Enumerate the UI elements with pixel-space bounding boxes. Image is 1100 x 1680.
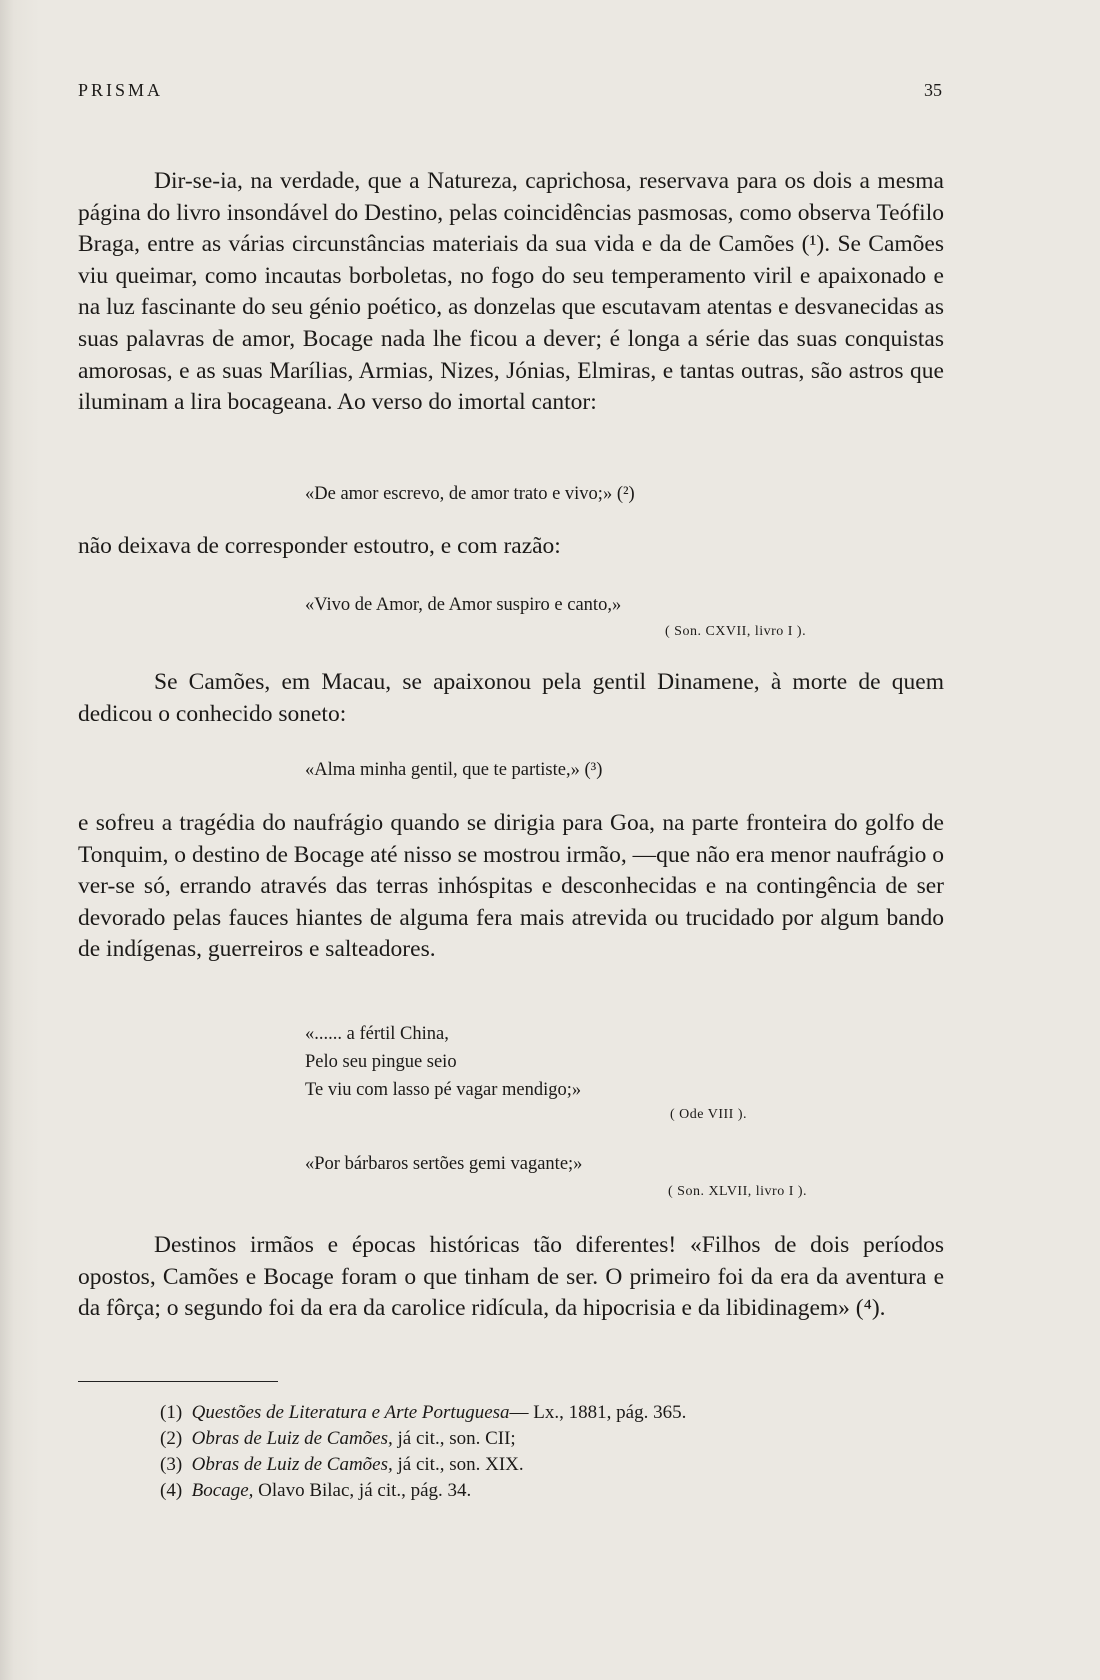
quote-1: «De amor escrevo, de amor trato e vivo;» (²) bbox=[305, 484, 635, 504]
quote-3: «Alma minha gentil, que te partiste,» (³) bbox=[305, 760, 603, 780]
quote-2: «Vivo de Amor, de Amor suspiro e canto,» bbox=[305, 595, 622, 615]
page-number: 35 bbox=[924, 80, 942, 100]
quote-2-reference: ( Son. CXVII, livro I ). bbox=[665, 624, 807, 639]
footnote-title: Questões de Literatura e Arte Portuguesa bbox=[191, 1402, 510, 1423]
running-head bbox=[78, 80, 942, 101]
footnote-detail: Olavo Bilac, já cit., pág. 34. bbox=[253, 1480, 472, 1501]
footnote-title: Bocage, bbox=[191, 1480, 254, 1501]
footnote-mark: (2) bbox=[160, 1428, 183, 1449]
footnote-mark: (1) bbox=[160, 1402, 183, 1423]
footnote-3 bbox=[160, 1452, 860, 1478]
footnote-title: Obras de Luiz de Camões, bbox=[191, 1454, 393, 1475]
paragraph-5: Destinos irmãos e épocas históricas tão diferentes! «Filhos de dois períodos opostos, Camões e Bocage foram o que tinham de ser. O primeiro foi da era da aventura e da fôrça; o segundo foi da era da carolice ridícula, da hipocrisia e da libidinagem» (⁴). bbox=[78, 1232, 944, 1322]
paragraph-1: Dir-se-ia, na verdade, que a Natureza, caprichosa, reservava para os dois a mesma página do livro insondável do Destino, pelas coincidências pasmosas, como observa Teófilo Braga, entre as várias circunstâncias materiais da sua vida e da de Camões (¹). Se Camões viu queimar, como incautas borboletas, no fogo do seu temperamento viril e apaixonado e na luz fascinante do seu génio poético, as donzelas que escutavam atentas e desvanecidas as suas palavras de amor, Bocage nada lhe ficou a dever; é longa a série das suas conquistas amorosas, e as suas Marílias, Armias, Nizes, Jónias, Elmiras, e tantas outras, são astros que iluminam a lira bocageana. Ao verso do imortal cantor: bbox=[78, 168, 944, 416]
footnote-detail: — Lx., 1881, pág. 365. bbox=[509, 1402, 687, 1423]
paragraph-3: Se Camões, em Macau, se apaixonou pela gentil Dinamene, à morte de quem dedicou o conhecido soneto: bbox=[78, 669, 944, 727]
quote-4-line-1: «...... a fértil China, bbox=[305, 1024, 449, 1044]
footnote-mark: (4) bbox=[160, 1480, 183, 1501]
journal-title: PRISMA bbox=[78, 80, 164, 100]
footnote-separator bbox=[78, 1381, 278, 1382]
quote-4-line-3: Te viu com lasso pé vagar mendigo;» bbox=[305, 1080, 582, 1100]
footnote-title: Obras de Luiz de Camões, bbox=[191, 1428, 393, 1449]
paragraph-2: não deixava de corresponder estoutro, e com razão: bbox=[78, 533, 561, 559]
footnote-detail: já cit., son. CII; bbox=[392, 1428, 516, 1449]
quote-4-line-2: Pelo seu pingue seio bbox=[305, 1052, 457, 1072]
quote-5: «Por bárbaros sertões gemi vagante;» bbox=[305, 1154, 583, 1174]
paragraph-4: e sofreu a tragédia do naufrágio quando se dirigia para Goa, na parte fronteira do golfo de Tonquim, o destino de Bocage até nisso se mostrou irmão, —que não era menor naufrágio o ver-se só, errando através das terras inhóspitas e desconhecidas e na contingência de ser devorado pelas fauces hiantes de alguma fera mais atrevida ou trucidado por algum bando de indígenas, guerreiros e salteadores. bbox=[78, 810, 944, 963]
quote-5-reference: ( Son. XLVII, livro I ). bbox=[668, 1184, 808, 1199]
quote-4 bbox=[305, 1020, 581, 1104]
footnotes bbox=[160, 1400, 860, 1504]
quote-4-reference: ( Ode VIII ). bbox=[670, 1107, 747, 1122]
footnote-1 bbox=[160, 1400, 860, 1426]
footnote-4 bbox=[160, 1478, 860, 1504]
footnote-2 bbox=[160, 1426, 860, 1452]
footnote-detail: já cit., son. XIX. bbox=[392, 1454, 524, 1475]
footnote-mark: (3) bbox=[160, 1454, 183, 1475]
